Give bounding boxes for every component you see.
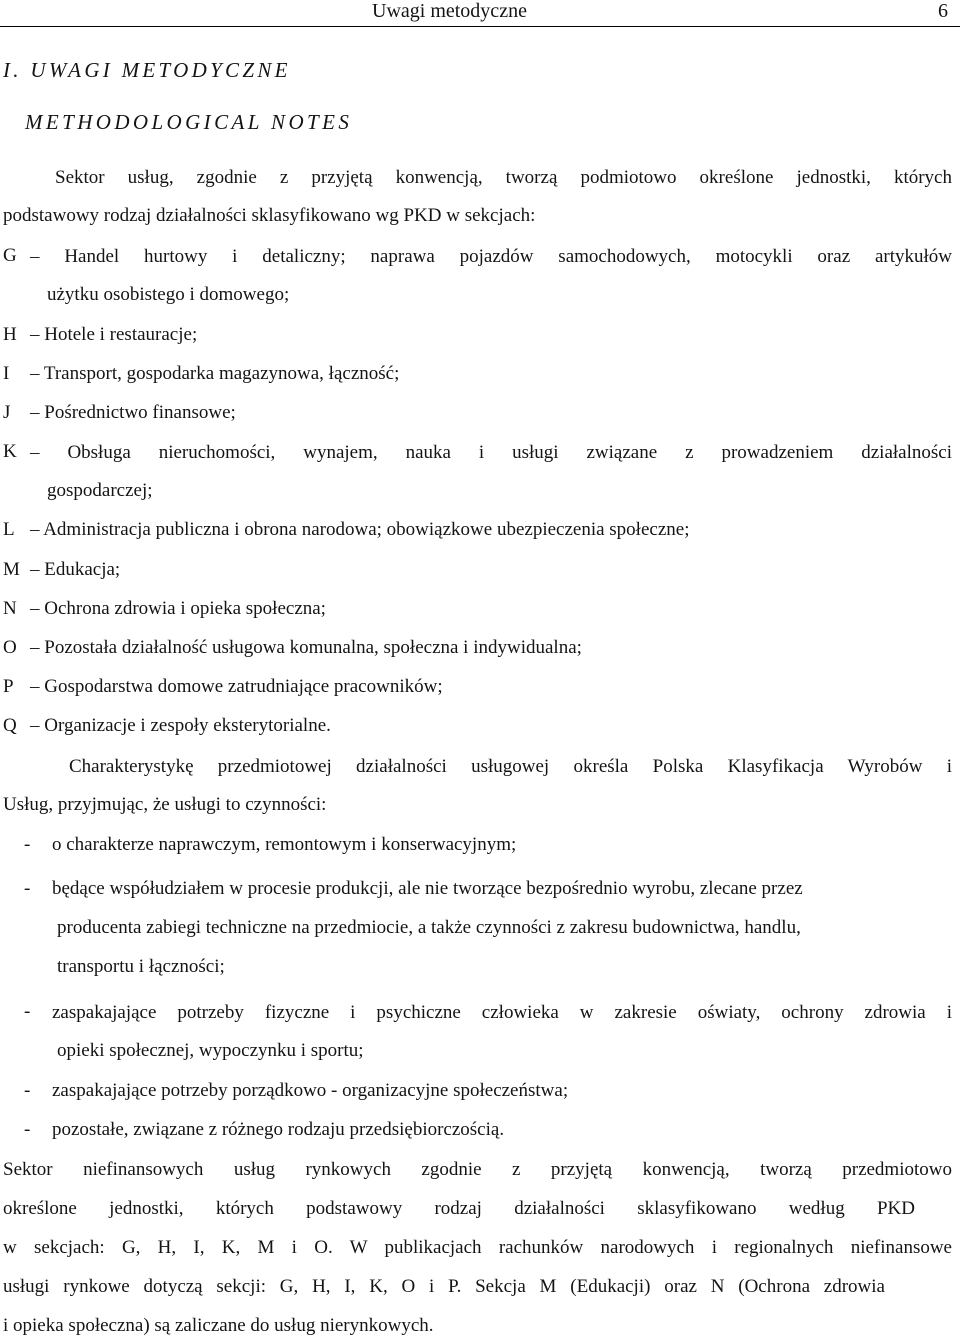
nonfinancial-line-4: usługi rynkowe dotyczą sekcji: G, H, I, K, O i P. Sekcja M (Edukacji) oraz N (Ochrona zdrowia bbox=[3, 1276, 885, 1297]
section-text: – Handel hurtowy i detaliczny; naprawa pojazdów samochodowych, motocykli oraz artykułów bbox=[30, 246, 952, 267]
bullet-dash: - bbox=[24, 1119, 31, 1140]
bullet-text: zaspakajające potrzeby fizyczne i psychiczne człowieka w zakresie oświaty, ochrony zdrowia i bbox=[52, 1002, 952, 1023]
bullet-dash: - bbox=[24, 1080, 31, 1101]
section-letter: G bbox=[3, 245, 17, 266]
nonfinancial-line-1: Sektor niefinansowych usług rynkowych zgodnie z przyjętą konwencją, tworzą przedmiotowo bbox=[3, 1159, 952, 1180]
section-text: – Pozostała działalność usługowa komunalna, społeczna i indywidualna; bbox=[30, 637, 582, 658]
bullet-dash: - bbox=[24, 878, 31, 899]
section-text: – Pośrednictwo finansowe; bbox=[30, 402, 236, 423]
section-letter: L bbox=[3, 519, 15, 540]
section-text: – Edukacja; bbox=[30, 559, 121, 580]
characteristic-line-2: Usług, przyjmując, że usługi to czynności: bbox=[3, 794, 327, 815]
intro-line-2: podstawowy rodzaj działalności sklasyfikowano wg PKD w sekcjach: bbox=[3, 205, 536, 226]
characteristic-line-1: Charakterystykę przedmiotowej działalności usługowej określa Polska Klasyfikacja Wyrobów i bbox=[69, 756, 952, 777]
section-letter: Q bbox=[3, 715, 17, 736]
section-text: – Obsługa nieruchomości, wynajem, nauka i usługi związane z prowadzeniem działalności bbox=[30, 442, 952, 463]
page-number: 6 bbox=[938, 0, 948, 22]
header-rule bbox=[0, 26, 960, 27]
nonfinancial-line-3: w sekcjach: G, H, I, K, M i O. W publikacjach rachunków narodowych i regionalnych niefinansowe bbox=[3, 1237, 952, 1258]
section-text: – Organizacje i zespoły eksterytorialne. bbox=[30, 715, 331, 736]
bullet-dash: - bbox=[24, 1001, 31, 1022]
bullet-text: zaspakajające potrzeby porządkowo - organizacyjne społeczeństwa; bbox=[52, 1080, 569, 1101]
section-text: – Hotele i restauracje; bbox=[30, 324, 198, 345]
section-letter: J bbox=[3, 402, 11, 423]
section-text-cont: użytku osobistego i domowego; bbox=[47, 284, 290, 305]
section-text: – Transport, gospodarka magazynowa, łączność; bbox=[30, 363, 400, 384]
section-letter: I bbox=[3, 363, 10, 384]
section-letter: O bbox=[3, 637, 17, 658]
section-letter: H bbox=[3, 324, 17, 345]
intro-line-1: Sektor usług, zgodnie z przyjętą konwencją, tworzą podmiotowo określone jednostki, których bbox=[55, 167, 952, 188]
section-letter: N bbox=[3, 598, 17, 619]
section-heading-en: METHODOLOGICAL NOTES bbox=[25, 110, 353, 134]
bullet-text: będące współudziałem w procesie produkcji, ale nie tworzące bezpośrednio wyrobu, zlecane przez bbox=[52, 878, 803, 899]
section-letter: K bbox=[3, 441, 17, 462]
section-letter: M bbox=[3, 559, 20, 580]
section-text: – Gospodarstwa domowe zatrudniające pracowników; bbox=[30, 676, 443, 697]
bullet-text-cont: producenta zabiegi techniczne na przedmiocie, a także czynności z zakresu budownictwa, handlu, bbox=[57, 917, 801, 938]
running-header-title: Uwagi metodyczne bbox=[372, 0, 527, 22]
bullet-text: o charakterze naprawczym, remontowym i konserwacyjnym; bbox=[52, 834, 517, 855]
bullet-text: pozostałe, związane z różnego rodzaju przedsiębiorczością. bbox=[52, 1119, 505, 1140]
bullet-text-cont: transportu i łączności; bbox=[57, 956, 225, 977]
section-heading-pl: I. UWAGI METODYCZNE bbox=[3, 58, 291, 82]
section-letter: P bbox=[3, 676, 14, 697]
bullet-dash: - bbox=[24, 834, 31, 855]
section-text: – Ochrona zdrowia i opieka społeczna; bbox=[30, 598, 326, 619]
section-text: – Administracja publiczna i obrona narodowa; obowiązkowe ubezpieczenia społeczne; bbox=[30, 519, 690, 540]
nonfinancial-line-5: i opieka społeczna) są zaliczane do usług nierynkowych. bbox=[3, 1315, 434, 1336]
section-text-cont: gospodarczej; bbox=[47, 480, 153, 501]
nonfinancial-line-2: określone jednostki, których podstawowy rodzaj działalności sklasyfikowano według PKD bbox=[3, 1198, 915, 1219]
bullet-text-cont: opieki społecznej, wypoczynku i sportu; bbox=[57, 1040, 364, 1061]
